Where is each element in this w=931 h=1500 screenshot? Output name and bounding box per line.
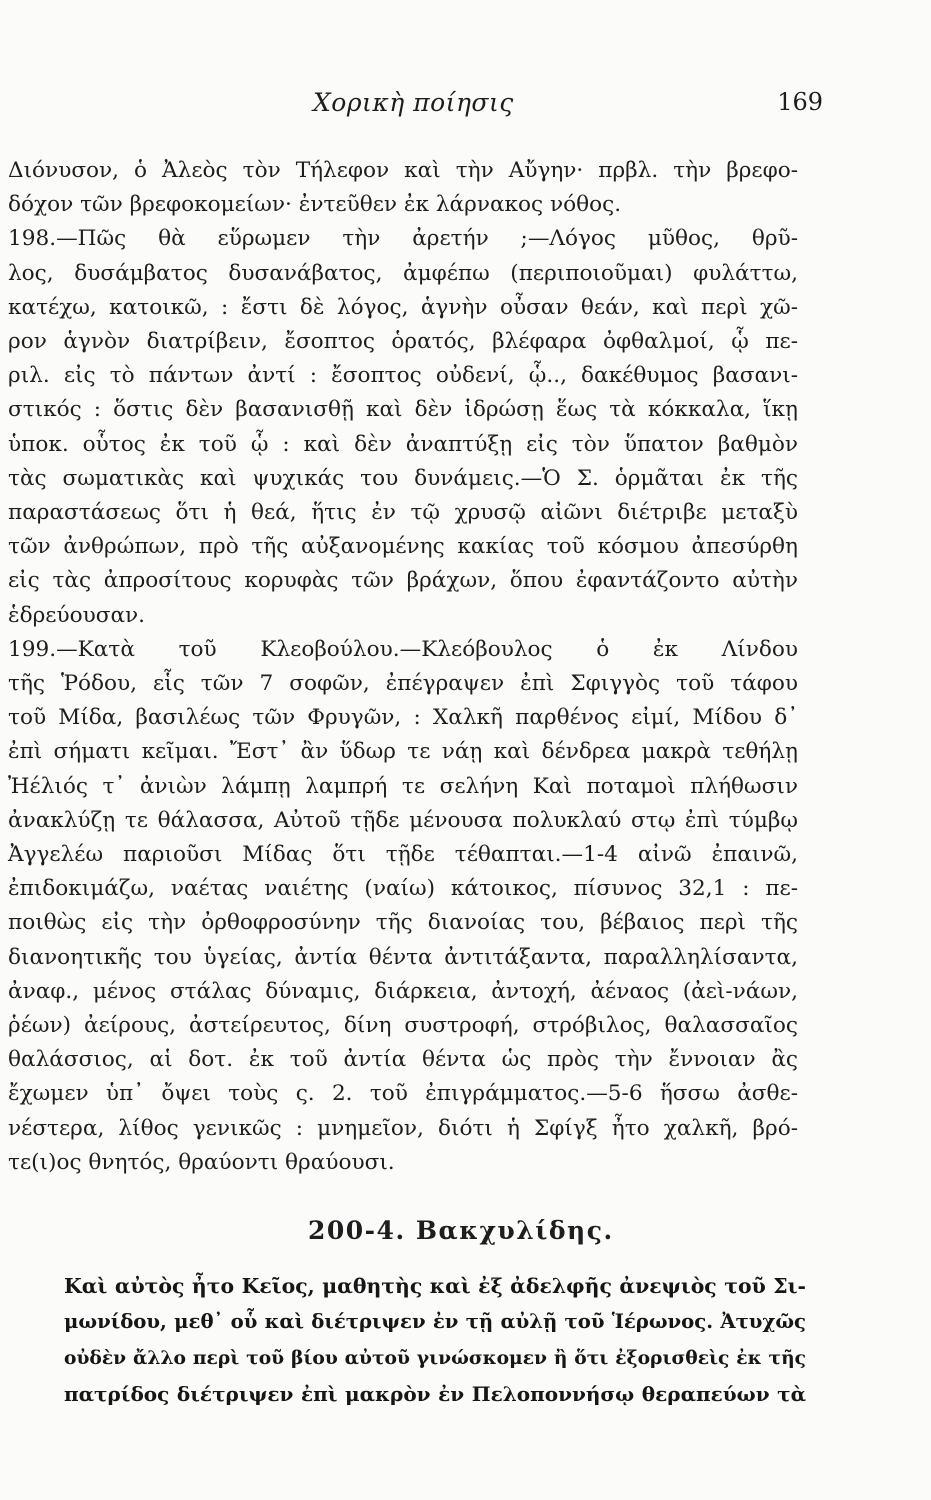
text-line: Ἀγγελέω παριοῦσι Μίδας ὅτι τῇδε τέθαπται.—1-4 αἰνῶ ἐπαινῶ, xyxy=(8,842,798,868)
text-line: ἀναφ., μένος στάλας δύναμις, διάρκεια, ἀντοχή, ἀέναος (ἀεὶ-νάων, xyxy=(8,978,798,1004)
text-line: Διόνυσον, ὁ Ἀλεὸς τὸν Τήλεφον καὶ τὴν Αὔγην· πρβλ. τὴν βρεφο- xyxy=(8,158,798,183)
text-line: ἐπιδοκιμάζω, ναέτας ναιέτης (ναίω) κάτοικος, πίσυνος 32,1 : πε- xyxy=(8,876,798,902)
text-line: ρον ἁγνὸν διατρίβειν, ἔσοπτος ὁρατός, βλέφαρα ὀφθαλμοί, ᾧ πε- xyxy=(8,329,798,355)
text-line: 198.—Πῶς θὰ εὕρωμεν τὴν ἀρετήν ;—Λόγος μῦθος, θρῦ- xyxy=(8,226,798,252)
bio-line: οὐδὲν ἄλλο περὶ τοῦ βίου αὐτοῦ γινώσκομεν ἢ ὅτι ἐξορισθεὶς ἐκ τῆς xyxy=(64,1347,806,1369)
bio-line: πατρίδος διέτριψεν ἐπὶ μακρὸν ἐν Πελοποννήσῳ θεραπεύων τὰ xyxy=(64,1382,806,1406)
text-line: διανοητικῆς του ὑγείας, ἀντία θέντα ἀντιτάξαντα, παραλληλίσαντα, xyxy=(8,944,798,970)
text-line: ἑδρεύουσαν. xyxy=(8,602,146,628)
text-line: ὑποκ. οὗτος ἐκ τοῦ ᾧ : καὶ δὲν ἀναπτύξῃ εἰς τὸν ὕπατον βαθμὸν xyxy=(8,431,798,457)
text-line: τε(ι)ος θνητός, θραύοντι θραύουσι. xyxy=(8,1149,395,1175)
text-line: λος, δυσάμβατος δυσανάβατος, ἀμφέπω (περιποιοῦμαι) φυλάττω, xyxy=(8,260,798,286)
bio-line: Καὶ αὐτὸς ἦτο Κεῖος, μαθητὴς καὶ ἐξ ἀδελφῆς ἀνεψιὸς τοῦ Σι- xyxy=(64,1274,806,1298)
text-line: 199.—Κατὰ τοῦ Κλεοβούλου.—Κλεόβουλος ὁ ἐκ Λίνδου xyxy=(8,636,798,662)
text-line: κατέχω, κατοικῶ, : ἔστι δὲ λόγος, ἁγνὴν οὖσαν θεάν, καὶ περὶ χῶ- xyxy=(8,294,798,320)
text-line: ῥέων) ἀείρους, ἀστείρευτος, δίνη συστροφή, στρόβιλος, θαλασσαῖος xyxy=(8,1013,798,1039)
text-line: τοῦ Μίδα, βασιλέως τῶν Φρυγῶν, : Χαλκῆ παρθένος εἰμί, Μίδου δ᾽ xyxy=(8,705,798,731)
text-line: εἰς τὰς ἀπροσίτους κορυφὰς τῶν βράχων, ὅπου ἐφαντάζοντο αὐτὴν xyxy=(8,568,798,594)
text-line: στικός : ὅστις δὲν βασανισθῇ καὶ δὲν ἱδρώσῃ ἕως τὰ κόκκαλα, ἵκῃ xyxy=(8,397,798,423)
text-line: νέστερα, λίθος γενικῶς : μνημεῖον, διότι ἡ Σφίγξ ἦτο χαλκῆ, βρό- xyxy=(8,1115,798,1141)
page-header xyxy=(0,88,931,128)
running-title: Χορικὴ ποίησις xyxy=(313,88,514,117)
text-line: τὰς σωματικὰς καὶ ψυχικάς του δυνάμεις.—Ὁ Σ. ὁρμᾶται ἐκ τῆς xyxy=(8,465,798,491)
text-line: θαλάσσιος, αἱ δοτ. ἐκ τοῦ ἀντία θέντα ὡς πρὸς τὴν ἔννοιαν ἂς xyxy=(8,1047,798,1073)
text-line: ἀνακλύζῃ τε θάλασσα, Αὐτοῦ τῇδε μένουσα πολυκλαύ στῳ ἐπὶ τύμβῳ xyxy=(8,807,798,833)
bio-paragraph xyxy=(64,1268,806,1412)
text-line: παραστάσεως ὅτι ἡ θεά, ἥτις ἐν τῷ χρυσῷ αἰῶνι διέτριβε μεταξὺ xyxy=(8,500,798,526)
section-heading: 200-4. Βακχυλίδης. xyxy=(308,1216,614,1245)
text-line: τῆς Ῥόδου, εἷς τῶν 7 σοφῶν, ἐπέγραψεν ἐπὶ Σφιγγὸς τοῦ τάφου xyxy=(8,671,798,697)
text-line: ἔχωμεν ὑπ᾽ ὄψει τοὺς ς. 2. τοῦ ἐπιγράμματος.—5-6 ἥσσω ἀσθε- xyxy=(8,1081,798,1107)
text-line: τῶν ἀνθρώπων, πρὸ τῆς αὐξανομένης κακίας τοῦ κόσμου ἀπεσύρθη xyxy=(8,534,798,560)
text-line: Ἠέλιός τ᾽ ἀνιὼν λάμπῃ λαμπρή τε σελήνη Καὶ ποταμοὶ πλήθωσιν xyxy=(8,773,798,799)
commentary-text xyxy=(8,154,798,1180)
bio-line: μωνίδου, μεθ᾽ οὗ καὶ διέτριψεν ἐν τῇ αὐλῇ τοῦ Ἱέρωνος. Ἀτυχῶς xyxy=(64,1310,806,1333)
page-number: 169 xyxy=(777,88,823,116)
text-line: ποιθὼς εἰς τὴν ὀρθοφροσύνην τῆς διανοίας του, βέβαιος περὶ τῆς xyxy=(8,910,798,936)
text-line: δόχον τῶν βρεφοκομείων· ἐντεῦθεν ἐκ λάρνακος νόθος. xyxy=(8,192,622,218)
text-line: ἐπὶ σήματι κεῖμαι. Ἔστ᾽ ἂν ὕδωρ τε νάῃ καὶ δένδρεα μακρὰ τεθήλῃ xyxy=(8,739,798,765)
text-line: ριλ. εἰς τὸ πάντων ἀντί : ἔσοπτος οὐδενί, ᾧ.., δακέθυμος βασανι- xyxy=(8,363,798,389)
